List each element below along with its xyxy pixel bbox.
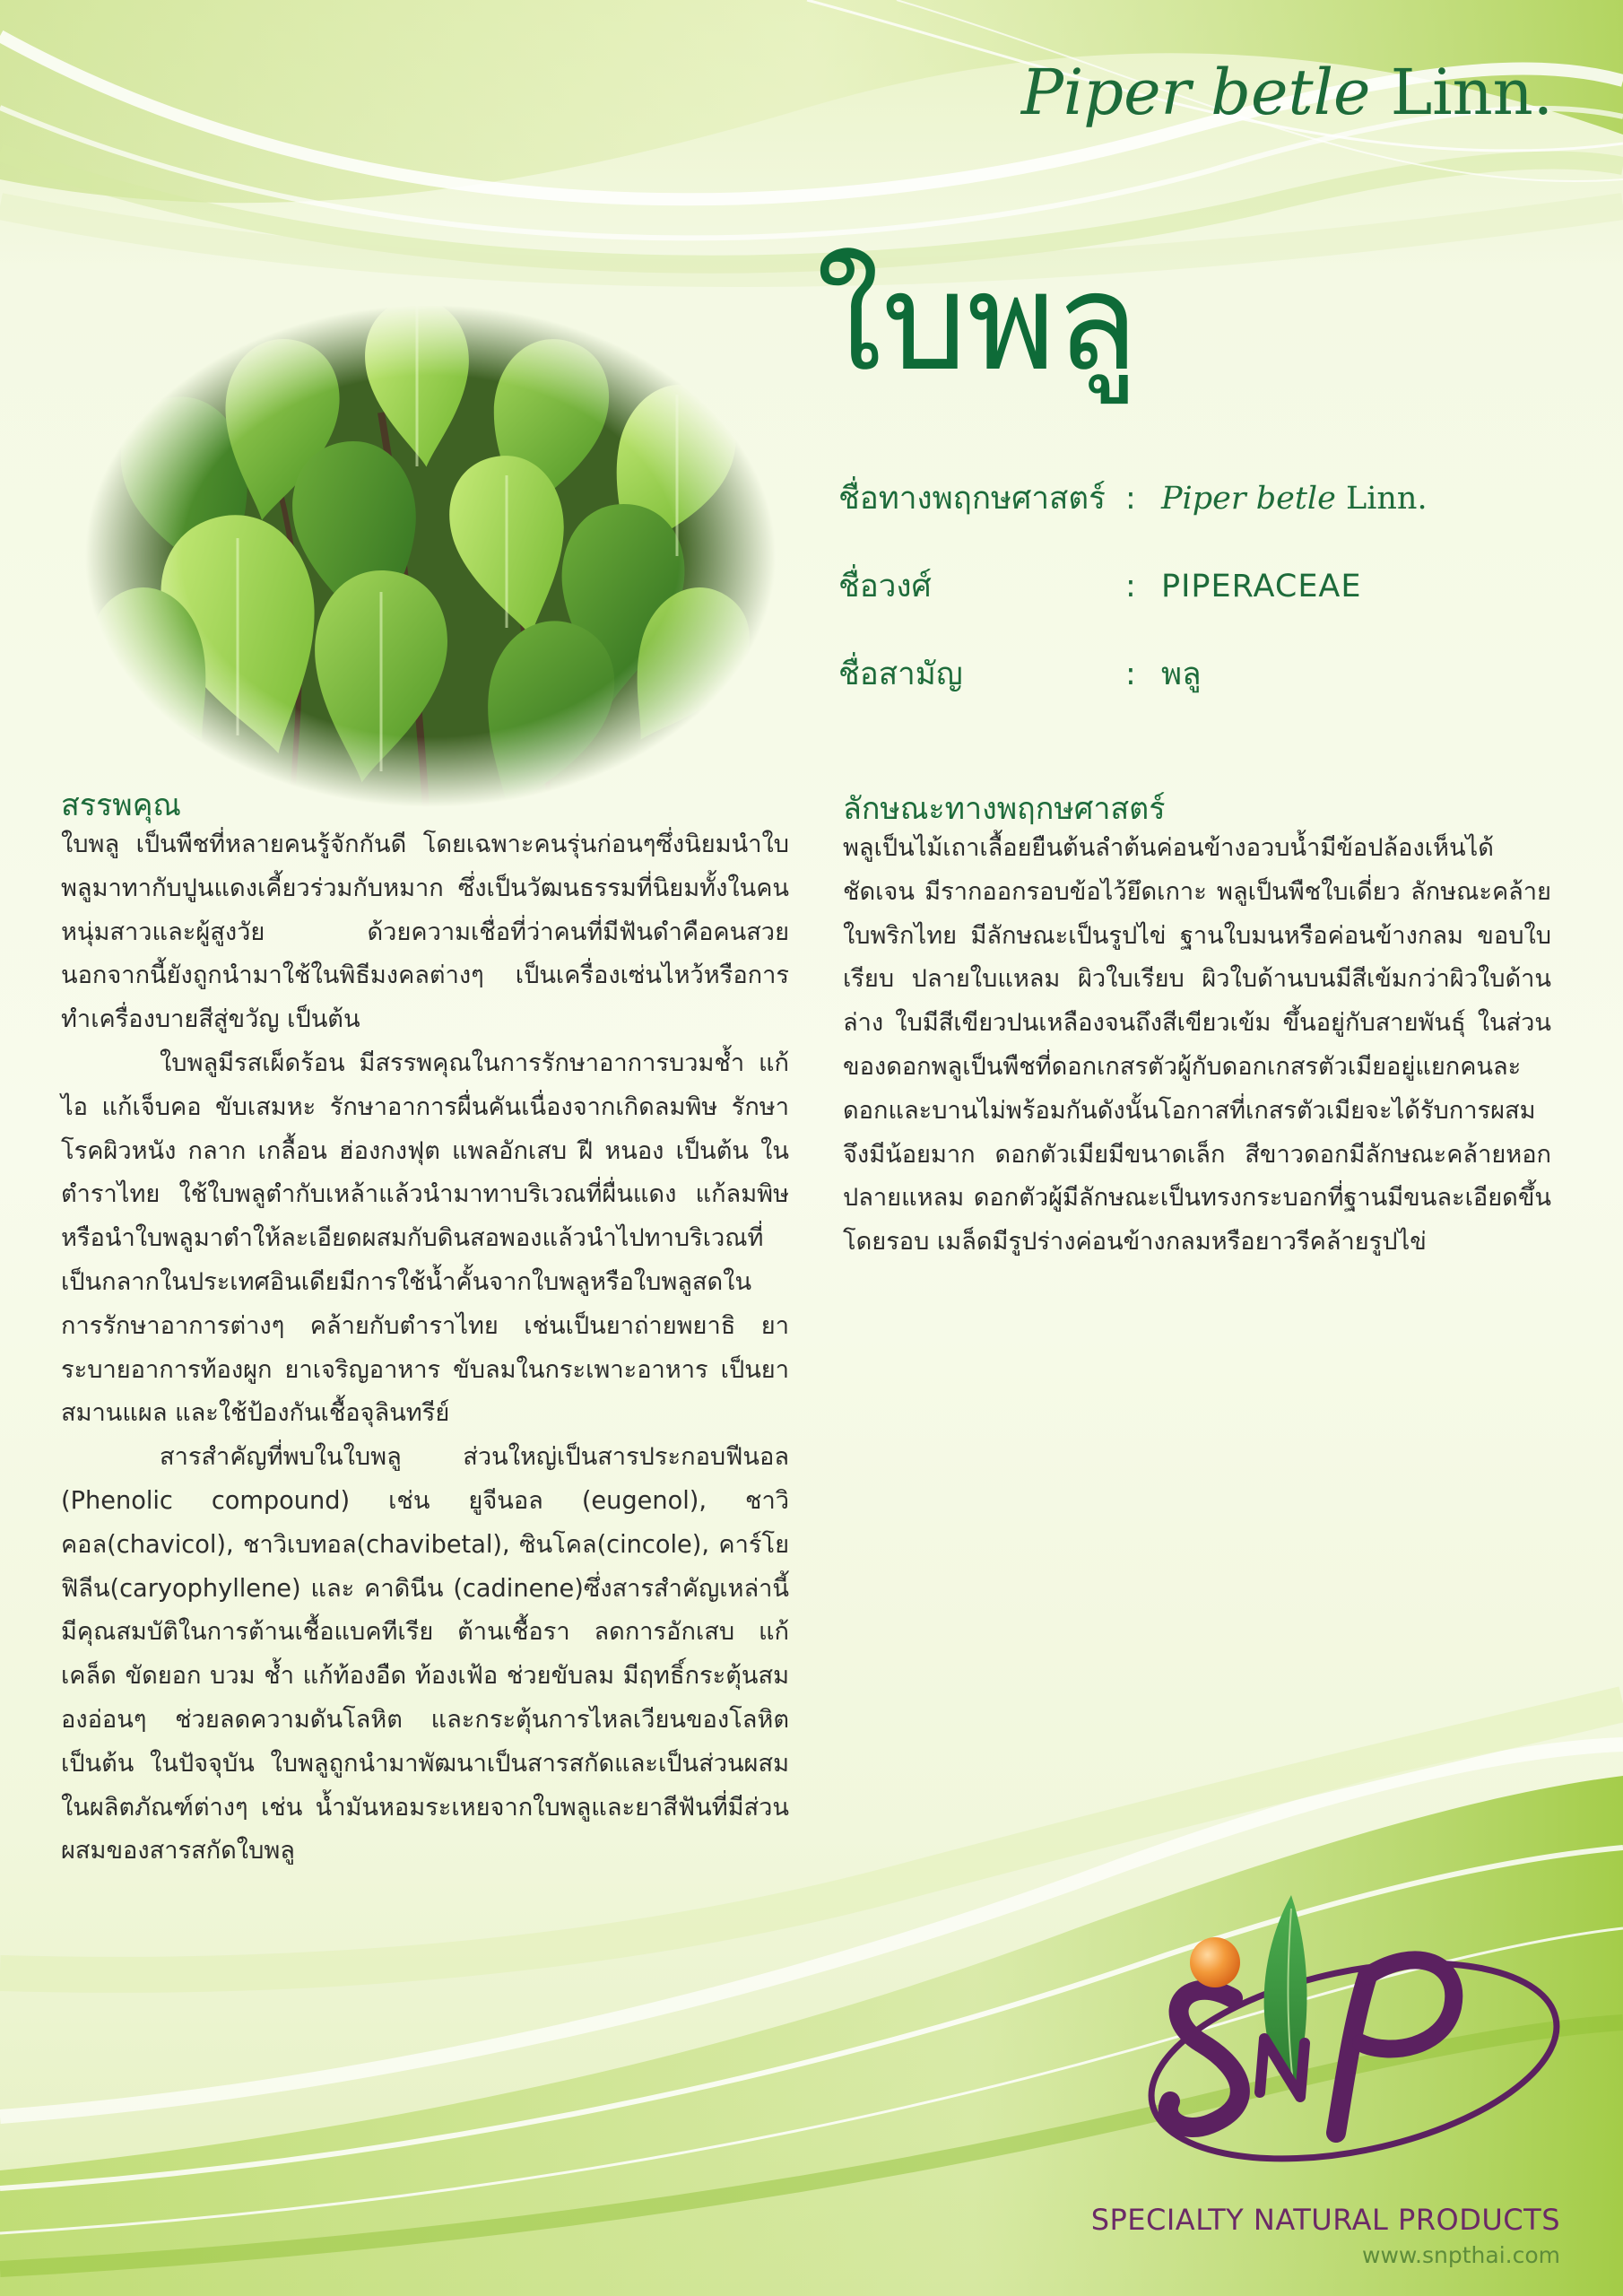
benefits-paragraph: ใบพลูมีรสเผ็ดร้อน มีสรรพคุณในการรักษาอาการบวมช้ำ แก้ไอ แก้เจ็บคอ ขับเสมหะ รักษาอาการผื่นคันเนื่องจากเกิดลมพิษ รักษาโรคผิวหนัง กลาก เกลื้อน ฮ่องกงฟุต แพลอักเสบ ฝี หนอง เป็นต้น ในตำราไทย ใช้ใบพลูตำกับเหล้าแล้วนำมาทาบริเวณที่ผื่นแดง แก้ลมพิษหรือนำใบพลูมาตำให้ละเอียดผสมกับดินสอพองแล้วนำไปทาบริเวณที่เป็นกลากในประเทศอินเดียมีการใช้น้ำคั้นจากใบพลูหรือใบพลูสดในการรักษาอาการต่างๆ คล้ายกับตำราไทย เช่นเป็นยาถ่ายพยาธิ ยาระบายอาการท้องผูก ยาเจริญอาหาร ขับลมในกระเพาะอาหาร เป็นยาสมานแผล และใช้ป้องกันเชื้อจุลินทรีย์ [61, 1048, 789, 1428]
benefits-heading: สรรพคุณ [61, 787, 181, 823]
info-label: ชื่อสามัญ [838, 657, 963, 692]
benefits-paragraph: สารสำคัญที่พบในใบพลู ส่วนใหญ่เป็นสารประกอบฟีนอล (Phenolic compound) เช่น ยูจีนอล (eugenol), ชาวิคอล(chavicol), ชาวิเบทอล(chavibetal), ซินโคล(cincole), คาร์โยฟิลีน(caryophyllene) และ คาดินีน (cadinene)ซึ่งสารสำคัญเหล่านี้มีคุณสมบัติในการต้านเชื้อแบคทีเรีย ต้านเชื้อรา ลดการอักเสบ แก้เคล็ด ขัดยอก บวม ช้ำ แก้ท้องอืด ท้องเฟ้อ ช่วยขับลม มีฤทธิ์กระตุ้นสมองอ่อนๆ ช่วยลดความดันโลหิต และกระตุ้นการไหลเวียนของโลหิต เป็นต้น ในปัจจุบัน ใบพลูถูกนำมาพัฒนาเป็นสารสกัดและเป็นส่วนผสมในผลิตภัณฑ์ต่างๆ เช่น น้ำมันหอมระเหยจากใบพลูและยาสีฟันที่มีส่วนผสมของสารสกัดใบพลู [61, 1443, 789, 1866]
header-author: Linn. [1390, 56, 1553, 129]
benefits-body [61, 823, 789, 1874]
botany-heading: ลักษณะทางพฤกษศาสตร์ [843, 791, 1166, 827]
info-value: PIPERACEAE [1161, 569, 1362, 604]
info-label: ชื่อวงศ์ [838, 569, 932, 604]
header-species-name [1021, 56, 1553, 129]
snp-logo [1121, 1891, 1587, 2178]
header-genus-epithet: Piper betle [1020, 56, 1371, 129]
info-row-scientific-name [838, 474, 1428, 518]
info-separator: : [1125, 657, 1136, 692]
company-name: SPECIALTY NATURAL PRODUCTS [1090, 2203, 1560, 2237]
page-title: ใบพลู [816, 245, 1139, 401]
info-row-family [838, 561, 1362, 606]
info-value-author: Linn. [1345, 481, 1428, 517]
info-value [1161, 481, 1428, 517]
info-value-italic: Piper betle [1161, 481, 1336, 517]
info-separator: : [1125, 569, 1136, 604]
info-separator: : [1125, 481, 1136, 517]
betel-leaf-photo [85, 305, 776, 807]
botany-paragraph: พลูเป็นไม้เถาเลื้อยยืนต้นลำต้นค่อนข้างอวบน้ำมีข้อปล้องเห็นได้ชัดเจน มีรากออกรอบข้อไว้ยึดเกาะ พลูเป็นพืชใบเดี่ยว ลักษณะคล้ายใบพริกไทย มีลักษณะเป็นรูปไข่ ฐานใบมนหรือค่อนข้างกลม ขอบใบเรียบ ปลายใบแหลม ผิวใบเรียบ ผิวใบด้านบนมีสีเข้มกว่าผิวใบด้านล่าง ใบมีสีเขียวปนเหลืองจนถึงสีเขียวเข้ม ขึ้นอยู่กับสายพันธุ์ ในส่วนของดอกพลูเป็นพืชที่ดอกเกสรตัวผู้กับดอกเกสรตัวเมียอยู่แยกคนละดอกและบานไม่พร้อมกันดังนั้นโอกาสที่เกสรตัวเมียจะได้รับการผสมจึงมีน้อยมาก ดอกตัวเมียมีขนาดเล็ก สีขาวดอกมีลักษณะคล้ายหอกปลายแหลม ดอกตัวผู้มีลักษณะเป็นทรงกระบอกที่ฐานมีขนละเอียดขึ้นโดยรอบ เมล็ดมีรูปร่างค่อนข้างกลมหรือยาวรีคล้ายรูปไข่ [843, 834, 1551, 1257]
website-link[interactable]: www.snpthai.com [1362, 2242, 1560, 2268]
info-label: ชื่อทางพฤกษศาสตร์ [838, 481, 1106, 517]
info-row-common-name [838, 649, 1202, 694]
benefits-paragraph: ใบพลู เป็นพืชที่หลายคนรู้จักกันดี โดยเฉพาะคนรุ่นก่อนๆซึ่งนิยมนำใบพลูมาทากับปูนแดงเคี้ยวร่วมกับหมาก ซึ่งเป็นวัฒนธรรมที่นิยมทั้งในคนหนุ่มสาวและผู้สูงวัย ด้วยความเชื่อที่ว่าคนที่มีฟันดำคือคนสวย นอกจากนี้ยังถูกนำมาใช้ในพิธีมงคลต่างๆ เป็นเครื่องเซ่นไหว้หรือการทำเครื่องบายสีสู่ขวัญ เป็นต้น [61, 831, 789, 1034]
info-value: พลู [1161, 657, 1202, 692]
botany-body [843, 827, 1551, 1265]
